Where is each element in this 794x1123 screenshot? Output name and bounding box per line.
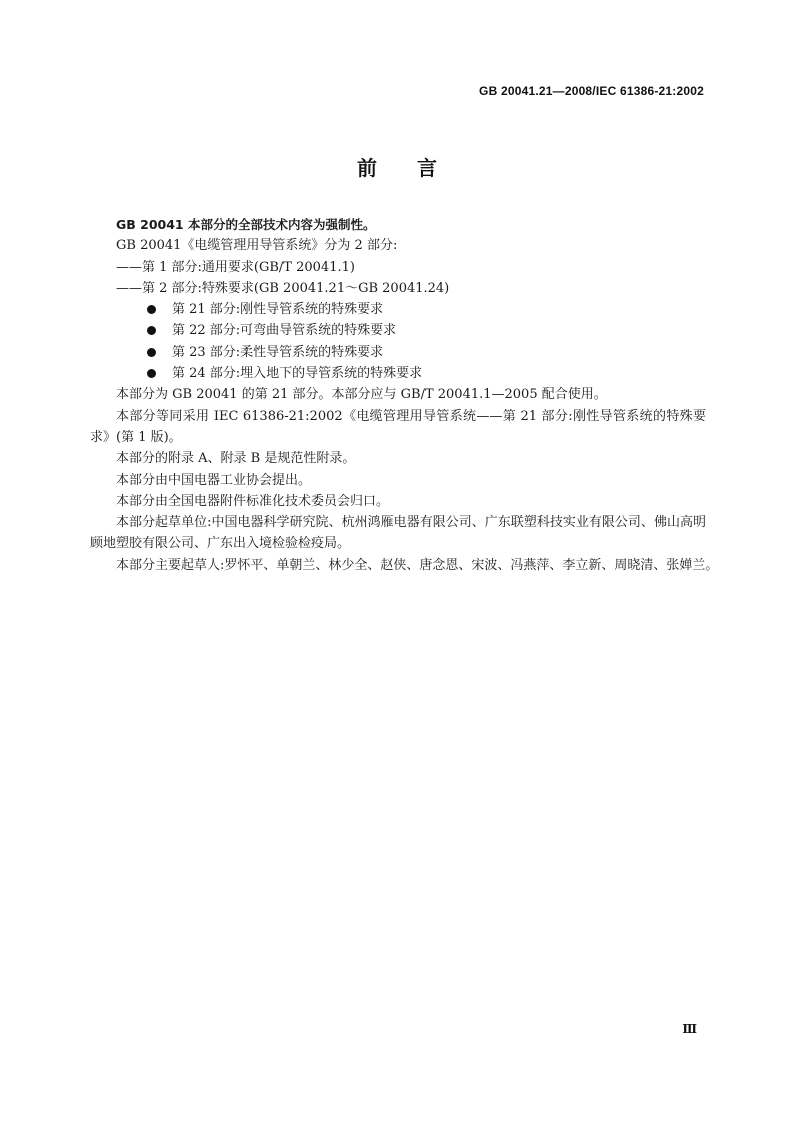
standard-number-header: GB 20041.21—2008/IEC 61386-21:2002 (479, 84, 704, 98)
document-body (90, 214, 719, 576)
list-item (90, 299, 706, 320)
adoption-paragraph: 本部分等同采用 IEC 61386-21:2002《电缆管理用导管系统——第 21 部分:刚性导管系统的特殊要求》(第 1 版)。 (90, 408, 706, 445)
mandatory-statement: GB 20041 本部分的全部技术内容为强制性。 (116, 217, 376, 232)
bullet-icon (147, 369, 156, 378)
drafters-paragraph: 本部分主要起草人:罗怀平、单朝兰、林少全、赵侠、唐念恩、宋波、冯燕萍、李立新、周晓清、张婵兰。 (116, 557, 719, 573)
list-item (90, 320, 706, 341)
drafting-units-paragraph: 本部分起草单位:中国电器科学研究院、杭州鸿雁电器有限公司、广东联塑科技实业有限公司、佛山高明顾地塑胶有限公司、广东出入境检验检疫局。 (90, 515, 706, 552)
list-item (90, 342, 706, 363)
bullet-text: 第 24 部分:埋入地下的导管系统的特殊要求 (172, 366, 423, 382)
annex-paragraph: 本部分的附录 A、附录 B 是规范性附录。 (116, 451, 356, 467)
list-item (90, 363, 706, 384)
part-1-item: ——第 1 部分:通用要求(GB/T 20041.1) (116, 259, 355, 275)
bullet-icon (147, 305, 156, 314)
bullet-icon (147, 348, 156, 357)
part-relation-paragraph: 本部分为 GB 20041 的第 21 部分。本部分应与 GB/T 20041.1—2005 配合使用。 (116, 387, 607, 403)
bullet-text: 第 21 部分:刚性导管系统的特殊要求 (172, 302, 384, 318)
page-number: Ⅲ (682, 1022, 697, 1036)
bullet-text: 第 23 部分:柔性导管系统的特殊要求 (172, 344, 384, 360)
parts-intro: GB 20041《电缆管理用导管系统》分为 2 部分: (116, 238, 398, 254)
page-title (0, 152, 794, 181)
committee-paragraph: 本部分由全国电器附件标准化技术委员会归口。 (116, 493, 390, 509)
title-char-2: 言 (417, 156, 437, 180)
part-2-item: ——第 2 部分:特殊要求(GB 20041.21～GB 20041.24) (116, 280, 450, 296)
bullet-text: 第 22 部分:可弯曲导管系统的特殊要求 (172, 323, 397, 339)
bullet-icon (147, 326, 156, 335)
proposer-paragraph: 本部分由中国电器工业协会提出。 (116, 472, 312, 488)
title-char-1: 前 (357, 156, 377, 180)
